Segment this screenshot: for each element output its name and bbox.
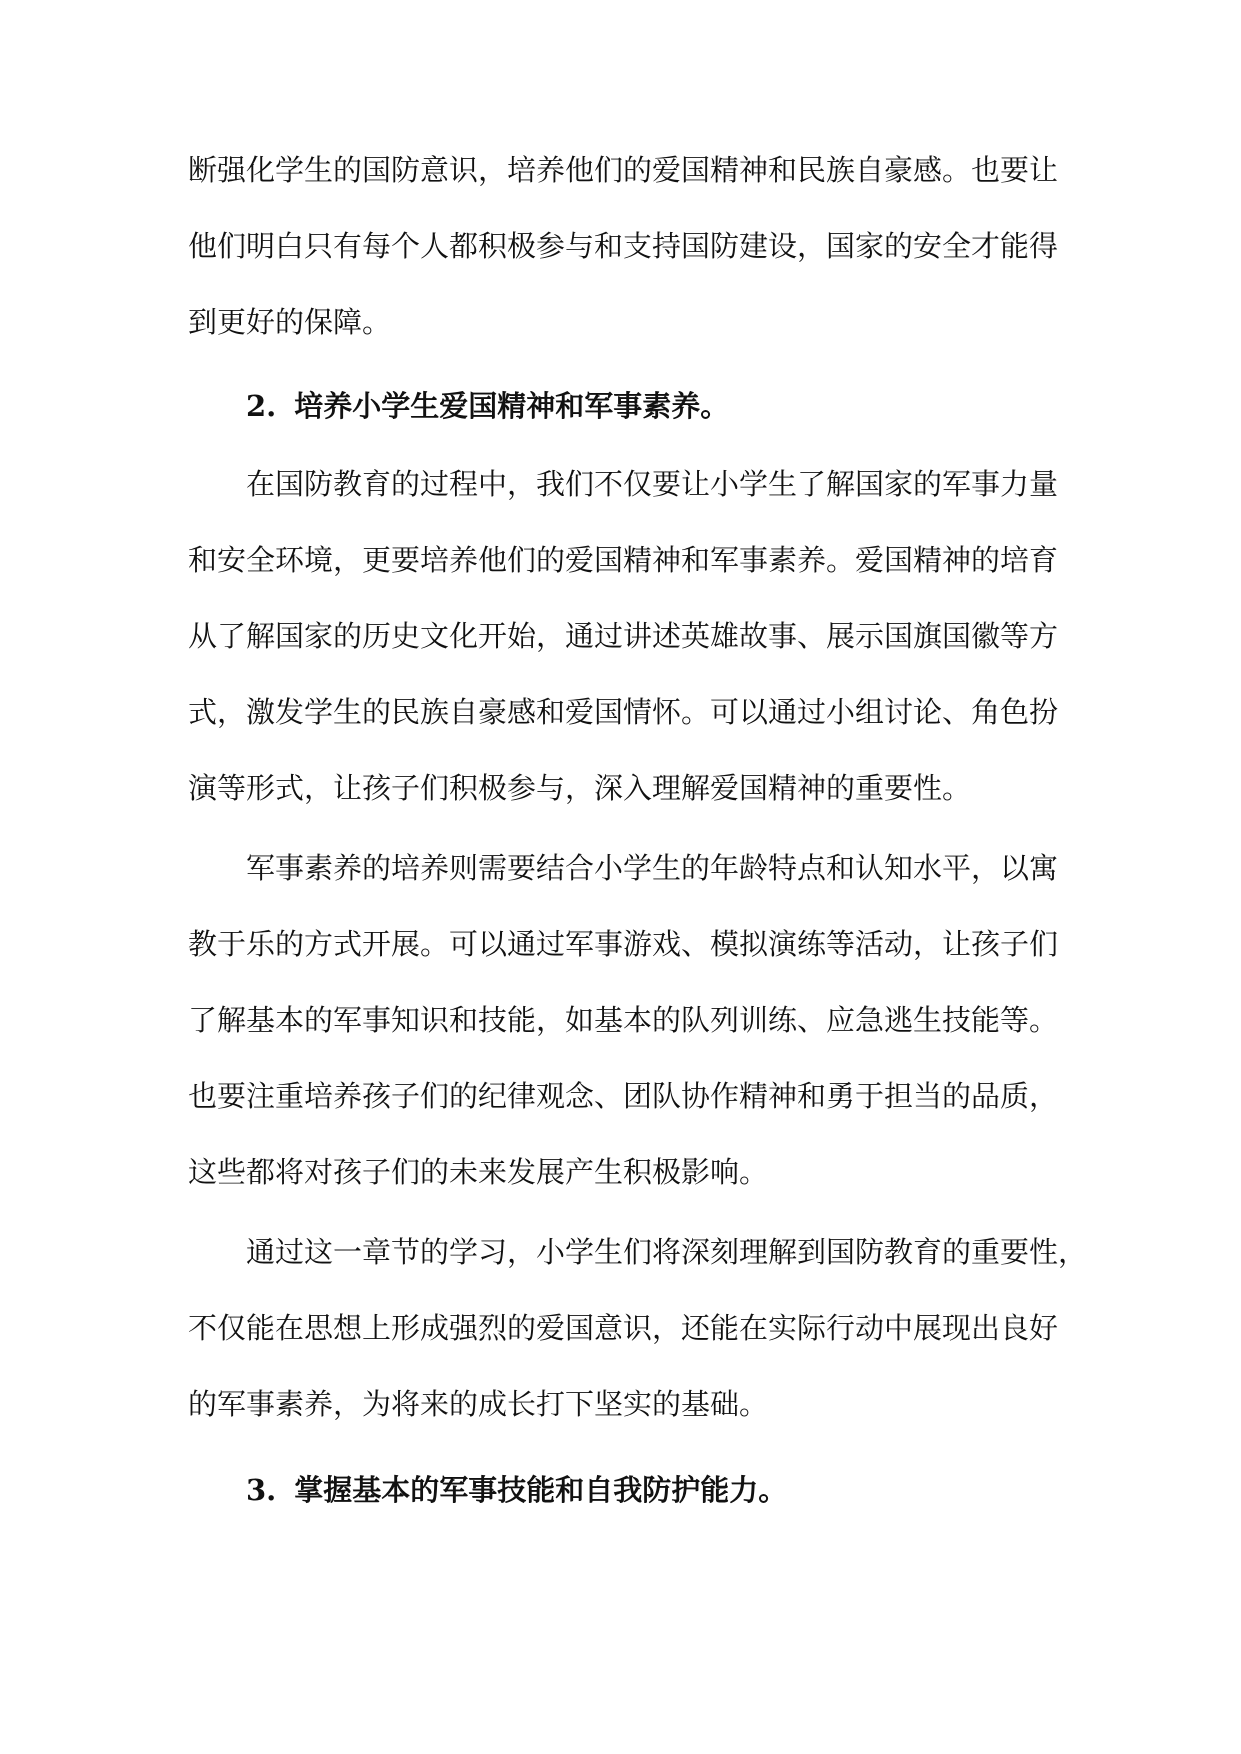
para1-line-2: 和安全环境，更要培养他们的爱国精神和军事素养。爱国精神的培育 bbox=[188, 543, 1059, 577]
para1-line-4: 式，激发学生的民族自豪感和爱国情怀。可以通过小组讨论、角色扮 bbox=[188, 695, 1059, 729]
section-2-title: 培养小学生爱国精神和军事素养。 bbox=[294, 389, 730, 423]
para2-line-5: 这些都将对孩子们的未来发展产生积极影响。 bbox=[188, 1155, 769, 1189]
para2-line-4: 也要注重培养孩子们的纪律观念、团队协作精神和勇于担当的品质， bbox=[188, 1079, 1059, 1113]
para1-line-5: 演等形式，让孩子们积极参与，深入理解爱国精神的重要性。 bbox=[188, 771, 972, 805]
para2-line-3: 了解基本的军事知识和技能，如基本的队列训练、应急逃生技能等。 bbox=[188, 1003, 1059, 1037]
para1-line-1: 在国防教育的过程中，我们不仅要让小学生了解国家的军事力量 bbox=[246, 467, 1059, 501]
para3-line-1: 通过这一章节的学习，小学生们将深刻理解到国防教育的重要性， bbox=[246, 1235, 1088, 1269]
intro-line-1: 断强化学生的国防意识，培养他们的爱国精神和民族自豪感。也要让 bbox=[188, 153, 1059, 187]
para3-line-2: 不仅能在思想上形成强烈的爱国意识，还能在实际行动中展现出良好 bbox=[188, 1311, 1059, 1345]
para3-line-3: 的军事素养，为将来的成长打下坚实的基础。 bbox=[188, 1387, 769, 1421]
section-3-heading bbox=[246, 1470, 787, 1510]
intro-line-2: 他们明白只有每个人都积极参与和支持国防建设，国家的安全才能得 bbox=[188, 229, 1059, 263]
para2-line-1: 军事素养的培养则需要结合小学生的年龄特点和认知水平，以寓 bbox=[246, 851, 1059, 885]
section-2-number: 2. bbox=[246, 389, 277, 423]
intro-line-3: 到更好的保障。 bbox=[188, 305, 392, 339]
section-3-number: 3. bbox=[246, 1473, 277, 1507]
para2-line-2: 教于乐的方式开展。可以通过军事游戏、模拟演练等活动，让孩子们 bbox=[188, 927, 1059, 961]
section-2-heading bbox=[246, 386, 729, 426]
para1-line-3: 从了解国家的历史文化开始，通过讲述英雄故事、展示国旗国徽等方 bbox=[188, 619, 1059, 653]
section-3-title: 掌握基本的军事技能和自我防护能力。 bbox=[294, 1473, 788, 1507]
